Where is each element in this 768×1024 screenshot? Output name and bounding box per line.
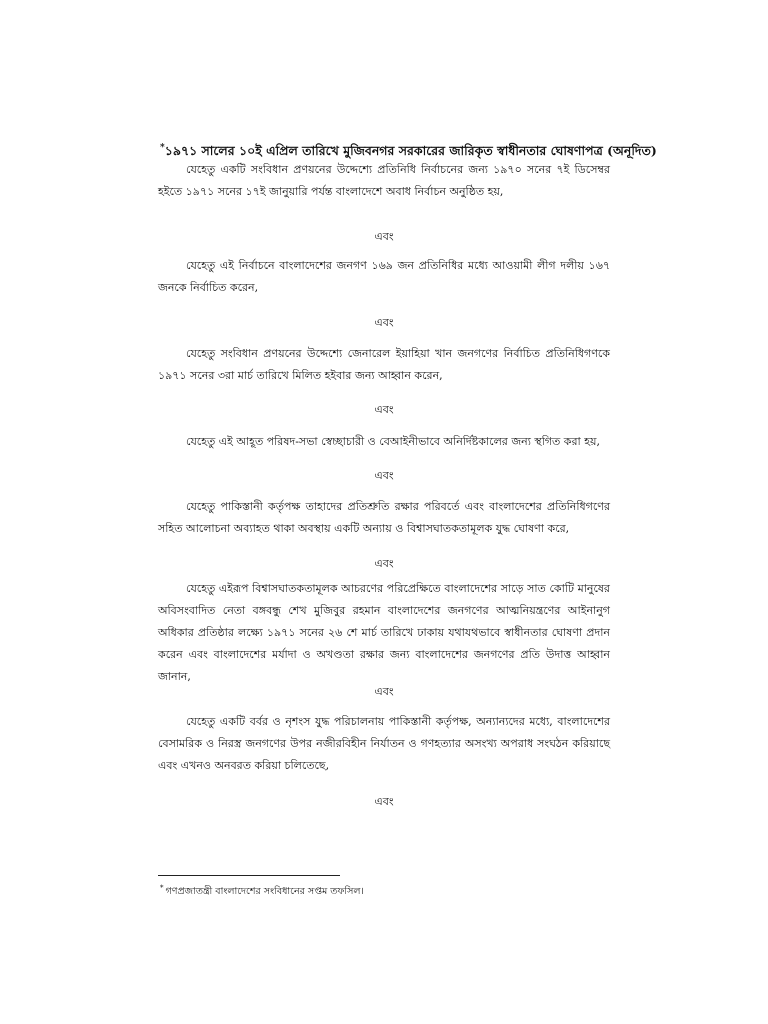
paragraph-1: যেহেতু একটি সংবিধান প্রণয়নের উদ্দেশ্যে প্রতিনিধি নির্বাচনের জন্য ১৯৭০ সনের ৭ই ডিসেম্বর হইতে ১৯৭১ সনের ১৭ই জানুয়ারি পর্যন্ত বাংলাদেশে অবাধ নির্বাচন অনুষ্ঠিত হয়,: [158, 163, 610, 198]
paragraph-6: যেহেতু এইরূপ বিশ্বাসঘাতকতামূলক আচরণের পরিপ্রেক্ষিতে বাংলাদেশের সাড়ে সাত কোটি মানুষের অবিসংবাদিত নেতা বঙ্গবন্ধু শেখ মুজিবুর রহমান বাংলাদেশের জনগণের আত্মনিয়ন্ত্রণের আইনানুগ অধিকার প্রতিষ্ঠার লক্ষ্যে ১৯৭১ সনের ২৬ শে মার্চ তারিখে ঢাকায় যথাযথভাবে স্বাধীনতার ঘোষণা প্রদান করেন এবং বাংলাদেশের মর্যাদা ও অখণ্ডতা রক্ষার জন্য বাংলাদেশের জনগণের প্রতি উদাত্ত আহ্বান জানান,: [158, 582, 610, 683]
footnote-marker: *: [160, 884, 164, 892]
document-title: [160, 139, 657, 160]
separator-3: এবং: [374, 403, 394, 416]
footnote: [160, 881, 364, 899]
paragraph-2: যেহেতু এই নির্বাচনে বাংলাদেশের জনগণ ১৬৯ জন প্রতিনিধির মধ্যে আওয়ামী লীগ দলীয় ১৬৭ জনকে নির্বাচিত করেন,: [158, 259, 610, 294]
separator-7: এবং: [374, 795, 394, 808]
title-footnote-marker: *: [160, 143, 165, 153]
separator-6: এবং: [374, 685, 394, 698]
separator-2: এবং: [374, 316, 394, 329]
paragraph-4: যেহেতু এই আহূত পরিষদ-সভা স্বেচ্ছাচারী ও বেআইনীভাবে অনির্দিষ্টকালের জন্য স্থগিত করা হয়,: [186, 435, 600, 448]
title-text: ১৯৭১ সালের ১০ই এপ্রিল তারিখে মুজিবনগর সরকারের জারিকৃত স্বাধীনতার ঘোষণাপত্র (অনূদিত): [164, 143, 657, 158]
separator-1: এবং: [374, 230, 394, 243]
paragraph-3: যেহেতু সংবিধান প্রণয়নের উদ্দেশ্যে জেনারেল ইয়াহিয়া খান জনগণের নির্বাচিত প্রতিনিধিগণকে ১৯৭১ সনের ৩রা মার্চ তারিখে মিলিত হইবার জন্য আহ্বান করেন,: [158, 347, 610, 382]
footnote-divider: [158, 875, 340, 876]
footnote-text: গণপ্রজাতন্ত্রী বাংলাদেশের সংবিধানের সপ্তম তফসিল।: [165, 886, 364, 897]
separator-5: এবং: [374, 557, 394, 570]
separator-4: এবং: [374, 469, 394, 482]
paragraph-5: যেহেতু পাকিস্তানী কর্তৃপক্ষ তাহাদের প্রতিশ্রুতি রক্ষার পরিবর্তে এবং বাংলাদেশের প্রতিনিধিগণের সহিত আলোচনা অব্যাহত থাকা অবস্থায় একটি অন্যায় ও বিশ্বাসঘাতকতামূলক যুদ্ধ ঘোষণা করে,: [158, 500, 610, 535]
paragraph-7: যেহেতু একটি বর্বর ও নৃশংস যুদ্ধ পরিচালনায় পাকিস্তানী কর্তৃপক্ষ, অন্যান্যদের মধ্যে, বাংলাদেশের বেসামরিক ও নিরস্ত্র জনগণের উপর নজীরবিহীন নির্যাতন ও গণহত্যার অসংখ্য অপরাধ সংঘঠন করিয়াছে এবং এখনও অনবরত করিয়া চলিতেছে,: [158, 715, 610, 772]
